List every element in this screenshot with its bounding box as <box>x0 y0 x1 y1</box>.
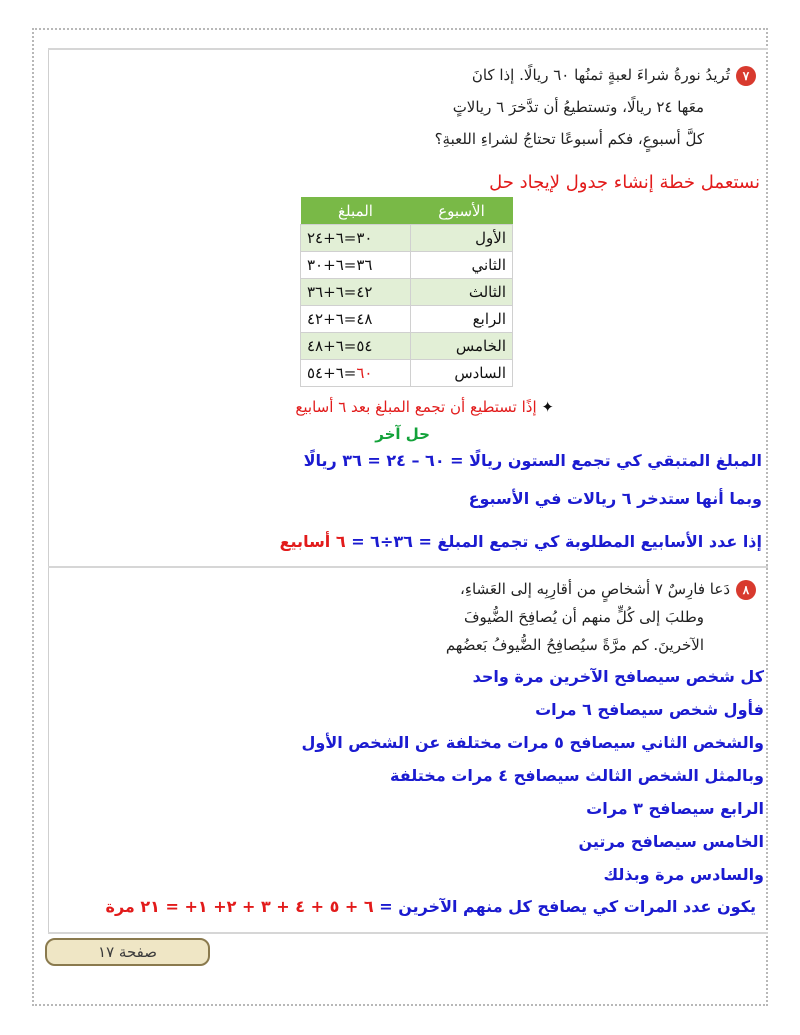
alt-line3: إذا عدد الأسابيع المطلوبة كي تجمع المبلغ = ٣٦÷٦ = ٦ أسابيع <box>279 532 762 551</box>
table-row <box>301 225 513 252</box>
week-cell: السادس <box>411 360 513 387</box>
problem8-line1: ٨دَعا فارِسٌ ٧ أشخاصٍ من أقارِبِه إلى العَشاءِ، <box>460 580 756 600</box>
problem8-line3: الآخرينَ. كم مرَّةً سيُصافِحُ الضُّيوفُ بَعضُهم <box>445 636 704 654</box>
top-divider <box>48 48 768 50</box>
problem7-line2: معَها ٢٤ ريالًا، وتستطيعُ أن تدَّخرَ ٦ ريالاتٍ <box>452 98 704 116</box>
amount-cell: ٣٠=٦+٢٤ <box>301 225 411 252</box>
table-row <box>301 333 513 360</box>
conclusion-line: ✦ إذًا تستطيع أن تجمع المبلغ بعد ٦ أسابيع <box>295 398 554 416</box>
amount-cell: ٦٠=٦+٥٤ <box>301 360 411 387</box>
amount-cell: ٥٤=٦+٤٨ <box>301 333 411 360</box>
week-cell: الرابع <box>411 306 513 333</box>
table-row <box>301 279 513 306</box>
final-answer: ٦ + ٥ + ٤ + ٣ + ٢+ ١+ = ٢١ مرة <box>105 897 374 916</box>
bottom-divider <box>48 932 768 934</box>
solution-plan: نستعمل خطة إنشاء جدول لإيجاد حل <box>489 172 760 193</box>
answer-line6: الخامس سيصافح مرتين <box>578 832 764 851</box>
problem-number-badge: ٨ <box>736 580 756 600</box>
answer-line2: فأول شخص سيصافح ٦ مرات <box>535 700 764 719</box>
problem7-line1: ٧تُريدُ نورةُ شراءَ لعبةٍ ثمنُها ٦٠ ريالًا. إذا كانَ <box>472 66 756 86</box>
alt-line1: المبلغ المتبقي كي تجمع الستون ريالًا = ٦٠ – ٢٤ = ٣٦ ريالًا <box>303 451 762 470</box>
weeks-table <box>300 197 513 387</box>
answer-line7: والسادس مرة وبذلك <box>603 865 764 884</box>
table-row <box>301 252 513 279</box>
alt-solution-title: حل آخر <box>375 425 430 443</box>
answer-line1: كل شخص سيصافح الآخرين مرة واحد <box>472 667 764 686</box>
alt-answer: ٦ أسابيع <box>279 532 346 551</box>
problem7-line3: كلَّ أسبوعٍ، فكم أسبوعًا تحتاجُ لشراءِ اللعبةِ؟ <box>434 130 704 148</box>
week-cell: الثاني <box>411 252 513 279</box>
final-amount: ٦٠ <box>356 364 373 382</box>
section-divider <box>48 566 768 568</box>
final-answer-line: يكون عدد المرات كي يصافح كل منهم الآخرين = ٦ + ٥ + ٤ + ٣ + ٢+ ١+ = ٢١ مرة <box>105 897 756 916</box>
answer-line5: الرابع سيصافح ٣ مرات <box>586 799 764 818</box>
amount-cell: ٣٦=٦+٣٠ <box>301 252 411 279</box>
table-row <box>301 306 513 333</box>
answer-line3: والشخص الثاني سيصافح ٥ مرات مختلفة عن الشخص الأول <box>301 733 764 752</box>
diamond-bullet-icon: ✦ <box>541 398 554 416</box>
amount-cell: ٤٢=٦+٣٦ <box>301 279 411 306</box>
week-cell: الأول <box>411 225 513 252</box>
week-cell: الخامس <box>411 333 513 360</box>
problem8-line2: وطلبَ إلى كُلٍّ منهم أن يُصافِحَ الضُّيوفَ <box>463 608 704 626</box>
problem-number-badge: ٧ <box>736 66 756 86</box>
header-week: الأسبوع <box>411 197 513 225</box>
amount-cell: ٤٨=٦+٤٢ <box>301 306 411 333</box>
week-cell: الثالث <box>411 279 513 306</box>
answer-line4: وبالمثل الشخص الثالث سيصافح ٤ مرات مختلفة <box>390 766 764 785</box>
table-row <box>301 360 513 387</box>
alt-line2: وبما أنها ستدخر ٦ ريالات في الأسبوع <box>468 489 762 508</box>
header-amount: المبلغ <box>301 197 411 225</box>
table-header-row <box>301 197 513 225</box>
page-number-label: صفحة ١٧ <box>45 938 210 966</box>
